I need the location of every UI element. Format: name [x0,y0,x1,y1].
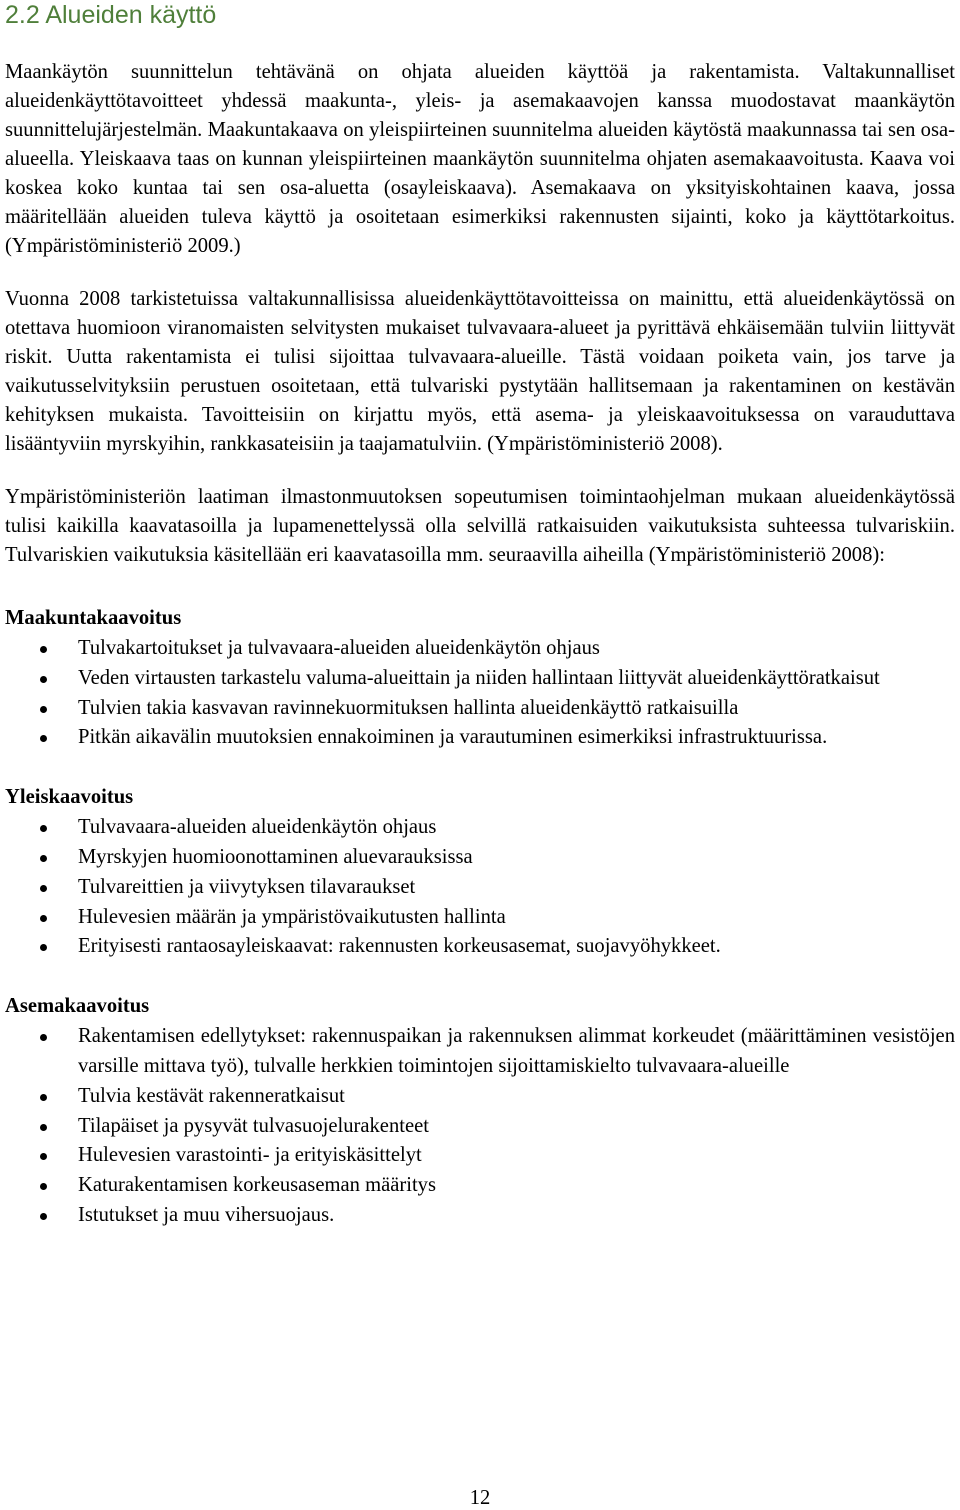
list-yleiskaavoitus [5,813,955,962]
list-item: Tulvavaara-alueiden alueidenkäytön ohjaus [5,813,955,843]
list-maakuntakaavoitus [5,634,955,753]
bullet-icon [40,1213,47,1220]
bullet-icon [40,646,47,653]
list-item: Tulvia kestävät rakenneratkaisut [5,1082,955,1112]
bullet-icon [40,676,47,683]
paragraph-national-objectives: Vuonna 2008 tarkistetuissa valtakunnallisissa alueidenkäyttötavoitteissa on mainittu, että alueidenkäytössä on otettava huomioon viranomaisten selvitysten mukaiset tulvavaara-alueet ja pyrittävä ehkäisemään tulviin liittyvät riskit. Uutta rakentamista ei tulisi sijoittaa tulvavaara-alueille. Tästä voidaan poiketa vain, jos tarve ja vaikutusselvityksiin perustuen osoitetaan, että tulvariski pystytään hallitsemaan ja rakentaminen on kestävän kehityksen mukaista. Tavoitteisiin on kirjattu myös, että asema- ja yleiskaavoituksessa on varauduttava lisääntyviin myrskyihin, rankkasateisiin ja taajamatulviin. (Ympäristöministeriö 2008). [5,288,955,455]
list-item: Hulevesien määrän ja ympäristövaikutusten hallinta [5,903,955,933]
list-item: Myrskyjen huomioonottaminen aluevarauksissa [5,843,955,873]
bullet-icon [40,1094,47,1101]
list-item: Tulvareittien ja viivytyksen tilavaraukset [5,873,955,903]
bullet-icon [40,944,47,951]
section-heading: 2.2 Alueiden käyttö [5,1,217,29]
list-item: Erityisesti rantaosayleiskaavat: rakennusten korkeusasemat, suojavyöhykkeet. [5,932,955,962]
list-item: Pitkän aikavälin muutoksien ennakoiminen ja varautuminen esimerkiksi infrastruktuurissa. [5,723,955,753]
section-title-yleiskaavoitus: Yleiskaavoitus [5,786,134,809]
bullet-icon [40,1124,47,1131]
bullet-icon [40,855,47,862]
document-page [5,0,955,1231]
paragraph-adaptation-programme: Ympäristöministeriön laatiman ilmastonmuutoksen sopeutumisen toimintaohjelman mukaan alueidenkäytössä tulisi kaikilla kaavatasoilla ja lupamenettelyssä olla selvillä ratkaisuiden vaikutuksista suhteessa tulvariskiin. Tulvariskien vaikutuksia käsitellään eri kaavatasoilla mm. seuraavilla aiheilla (Ympäristöministeriö 2008): [5,486,955,566]
list-item: Tilapäiset ja pysyvät tulvasuojelurakenteet [5,1112,955,1142]
bullet-icon [40,735,47,742]
bullet-icon [40,1153,47,1160]
list-item: Katurakentamisen korkeusaseman määritys [5,1171,955,1201]
paragraph-land-use-planning: Maankäytön suunnittelun tehtävänä on ohjata alueiden käyttöä ja rakentamista. Valtakunnalliset alueidenkäyttötavoitteet yhdessä maakunta-, yleis- ja asemakaavojen kanssa muodostavat maankäytön suunnittelujärjestelmän. Maakuntakaava on yleispiirteinen suunnitelma alueiden käytöstä maakunnassa tai sen osa-alueella. Yleiskaava taas on kunnan yleispiirteinen maankäytön suunnitelma ohjaten asemakaavoitusta. Kaava voi koskea koko kuntaa tai sen osa-aluetta (osayleiskaava). Asemakaava on yksityiskohtainen kaava, jossa määritellään alueiden tuleva käyttö ja osoitetaan esimerkiksi rakennusten sijainti, koko ja käyttötarkoitus. (Ympäristöministeriö 2009.) [5,61,955,257]
list-item: Tulvakartoitukset ja tulvavaara-alueiden alueidenkäytön ohjaus [5,634,955,664]
section-title-maakuntakaavoitus: Maakuntakaavoitus [5,607,182,629]
list-item: Hulevesien varastointi- ja erityiskäsittelyt [5,1141,955,1171]
bullet-icon [40,706,47,713]
bullet-icon [40,825,47,832]
list-item: Istutukset ja muu vihersuojaus. [5,1201,955,1231]
bullet-icon [40,885,47,892]
page-number: 12 [469,1487,491,1509]
bullet-icon [40,915,47,922]
bullet-icon [40,1183,47,1190]
list-asemakaavoitus [5,1022,955,1231]
list-item: Veden virtausten tarkastelu valuma-alueittain ja niiden hallintaan liittyvät alueidenkäyttöratkaisut [5,664,955,694]
section-title-asemakaavoitus: Asemakaavoitus [5,995,150,1018]
bullet-icon [40,1034,47,1041]
list-item: Rakentamisen edellytykset: rakennuspaikan ja rakennuksen alimmat korkeudet (määrittäminen vesistöjen varsille mittava työ), tulvalle herkkien toimintojen sijoittamiskielto tulvavaara-alueille [5,1022,955,1082]
list-item: Tulvien takia kasvavan ravinnekuormituksen hallinta alueidenkäyttö ratkaisuilla [5,694,955,724]
